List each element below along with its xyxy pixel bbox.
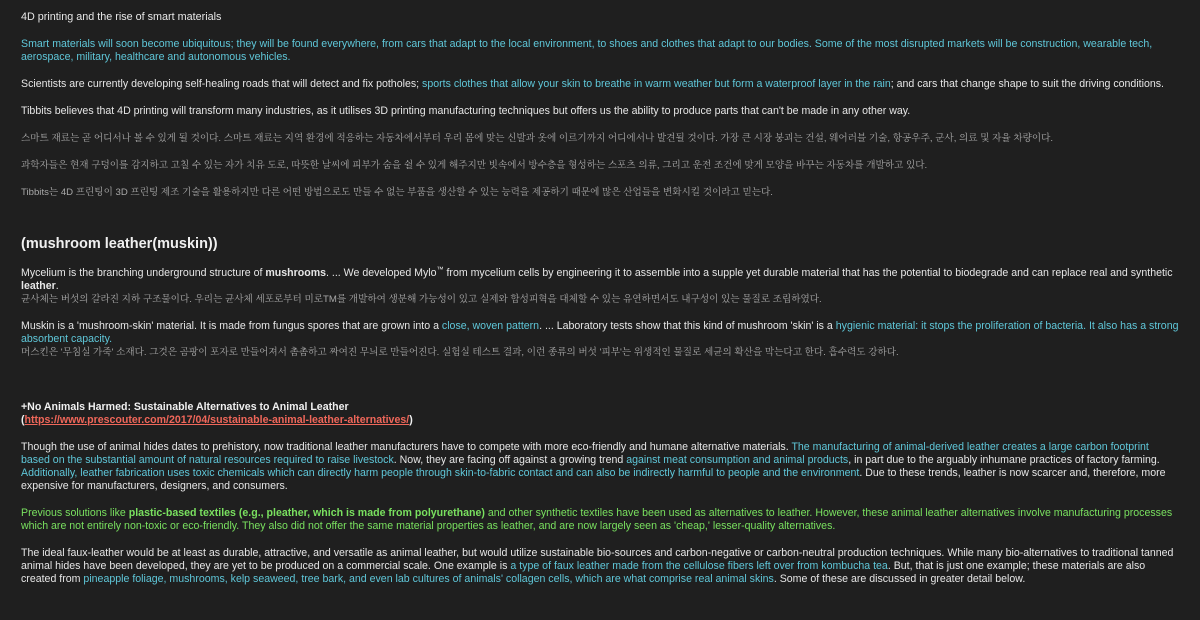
highlight-run: The manufacturing of animal-derived leather creates a large carbon footprint based on the substantial amount of natural resources required to raise livestock [21, 441, 1149, 466]
text-run: and other synthetic textiles have been used as alternatives to leather. However, these animal leather alternatives involve manufacturing processes which are not entirely non-toxic or eco-friendly. They also did not offer the same material properties as leather, and are now largely seen as 'cheap,' lesser-quality alternatives. [21, 507, 1173, 532]
paragraph-korean-2: 과학자들은 현재 구덩이를 감지하고 고칠 수 있는 자가 치유 도로, 따뜻한 날씨에 피부가 숨을 쉴 수 있게 해주지만 빗속에서 방수층을 형성하는 스포츠 의류, 그리고 운전 조건에 맞게 모양을 바꾸는 자동차를 개발하고 있다. [21, 160, 928, 171]
heading-mushroom-leather: (mushroom leather(muskin)) [21, 236, 218, 252]
text-run: Previous solutions like [21, 507, 129, 519]
text-run: . Some of these are discussed in greater detail below. [773, 573, 1026, 585]
text-run: . [55, 280, 59, 292]
source-link[interactable]: https://www.prescouter.com/2017/04/sustainable-animal-leather-alternatives/ [24, 414, 410, 426]
text-run: , in part due to the arguably inhumane practices of factory farming. [848, 454, 1160, 466]
highlight-run: a type of faux leather made from the cellulose fibers left over from kombucha tea [510, 560, 888, 572]
doc-title: 4D printing and the rise of smart materials [21, 11, 222, 23]
paren: ) [409, 414, 413, 426]
bold-run: mushrooms [265, 267, 327, 279]
text-run: from mycelium cells by engineering it to assemble into a supple yet durable material that has the potential to biodegrade and can replace real and synthetic [443, 267, 1173, 279]
paragraph-mycelium [21, 267, 1180, 306]
paren: ( [21, 414, 25, 426]
paragraph-muskin [21, 320, 1180, 359]
text-run: . Now, they are facing off against a growing trend [393, 454, 627, 466]
text-run: ; and cars that change shape to suit the driving conditions. [890, 78, 1164, 90]
text-run: . ... We developed Mylo [326, 267, 437, 279]
text-run: Muskin is a 'mushroom-skin' material. It is made from fungus spores that are grown into a [21, 320, 442, 332]
korean-translation: 머스킨은 '무침실 가죽' 소재다. 그것은 곰팡이 포자로 만들어져서 촘촘하고 짜여진 무늬로 만들어진다. 실험실 테스트 결과, 이런 종류의 버섯 '피부'는 위생적인 물질로 세균의 확산을 막는다고 한다. 흡수력도 강하다. [21, 347, 899, 358]
paragraph-korean-3: Tibbits는 4D 프린팅이 3D 프린팅 제조 기술을 활용하지만 다른 어떤 방법으로도 만들 수 없는 부품을 생산할 수 있는 능력을 제공하기 때문에 많은 산업들을 변화시킬 것이라고 믿는다. [21, 187, 773, 198]
text-run: Though the use of animal hides dates to prehistory, now traditional leather manufacturers have to compete with more eco-friendly and humane alternative materials. [21, 441, 792, 453]
text-run: Mycelium is the branching underground structure of [21, 267, 266, 279]
text-run: . Due to these trends, leather is now scarcer and, therefore, more expensive for manufacturers, designers, and consumers. [21, 467, 1166, 492]
paragraph-animal-hides [21, 441, 1180, 493]
highlight-run: sports clothes that allow your skin to breathe in warm weather but form a waterproof layer in the rain [422, 78, 891, 90]
korean-translation: 균사체는 버섯의 갈라진 지하 구조물이다. 우리는 균사체 세포로부터 미로TM를 개발하여 생분해 가능성이 있고 실제와 합성피혁을 대체할 수 있는 유연하면서도 내구성이 있는 물질로 조립하였다. [21, 294, 822, 305]
paragraph-previous-solutions [21, 507, 1180, 533]
section-title: +No Animals Harmed: Sustainable Alternatives to Animal Leather [21, 401, 349, 413]
highlight-run: pineapple foliage, mushrooms, kelp seaweed, tree bark, and even lab cultures of animals' collagen cells, which are what comprise real animal skins [83, 573, 774, 585]
highlight-run: hygienic material: it stops the proliferation of bacteria. It also has a strong absorbent capacity. [21, 320, 1179, 345]
bold-run: plastic-based textiles (e.g., pleather, which is made from polyurethane) [128, 507, 485, 519]
highlight-run: against meat consumption and animal products [626, 454, 849, 466]
paragraph-scientists [21, 78, 1180, 91]
paragraph-ideal-faux-leather [21, 547, 1180, 586]
paragraph-korean-1: 스마트 재료는 곧 어디서나 볼 수 있게 될 것이다. 스마트 재료는 지역 환경에 적응하는 자동차에서부터 우리 몸에 맞는 신발과 옷에 이르기까지 어디에서나 발견될 것이다. 가장 큰 시장 붕괴는 건설, 웨어러블 기술, 항공우주, 군사, 의료 및 자율 차량이다. [21, 133, 1054, 144]
highlight-run: close, woven pattern [441, 320, 540, 332]
trademark-symbol: ™ [436, 266, 444, 274]
text-run: . ... Laboratory tests show that this kind of mushroom 'skin' is a [539, 320, 836, 332]
section-heading-no-animals-harmed [21, 401, 1180, 427]
paragraph-smart-materials: Smart materials will soon become ubiquitous; they will be found everywhere, from cars that adapt to the local environment, to shoes and clothes that adapt to our bodies. Some of the most disrupted markets will be construction, wearable tech, aerospace, military, healthcare and autonomous vehicles. [21, 38, 1153, 63]
paragraph-tibbits: Tibbits believes that 4D printing will transform many industries, as it utilises 3D printing manufacturing techniques but offers us the ability to produce parts that can't be made in any other way. [21, 105, 911, 117]
text-run: The ideal faux-leather would be at least as durable, attractive, and versatile as animal leather, but would utilize sustainable bio-sources and carbon-negative or carbon-neutral production techniques. While many bio-alternatives to traditional tanned animal hides have been developed, they are yet to be produced on a commercial scale. One example is [21, 547, 1174, 572]
text-run: . But, that is just one example; these materials are also created from [21, 560, 1146, 585]
highlight-run: Additionally, leather fabrication uses toxic chemicals which can directly harm people through skin-to-fabric contact and can also be indirectly harmful to people and the environment [21, 467, 860, 479]
text-run: Scientists are currently developing self-healing roads that will detect and fix potholes; [21, 78, 423, 90]
bold-run: leather [21, 280, 56, 292]
